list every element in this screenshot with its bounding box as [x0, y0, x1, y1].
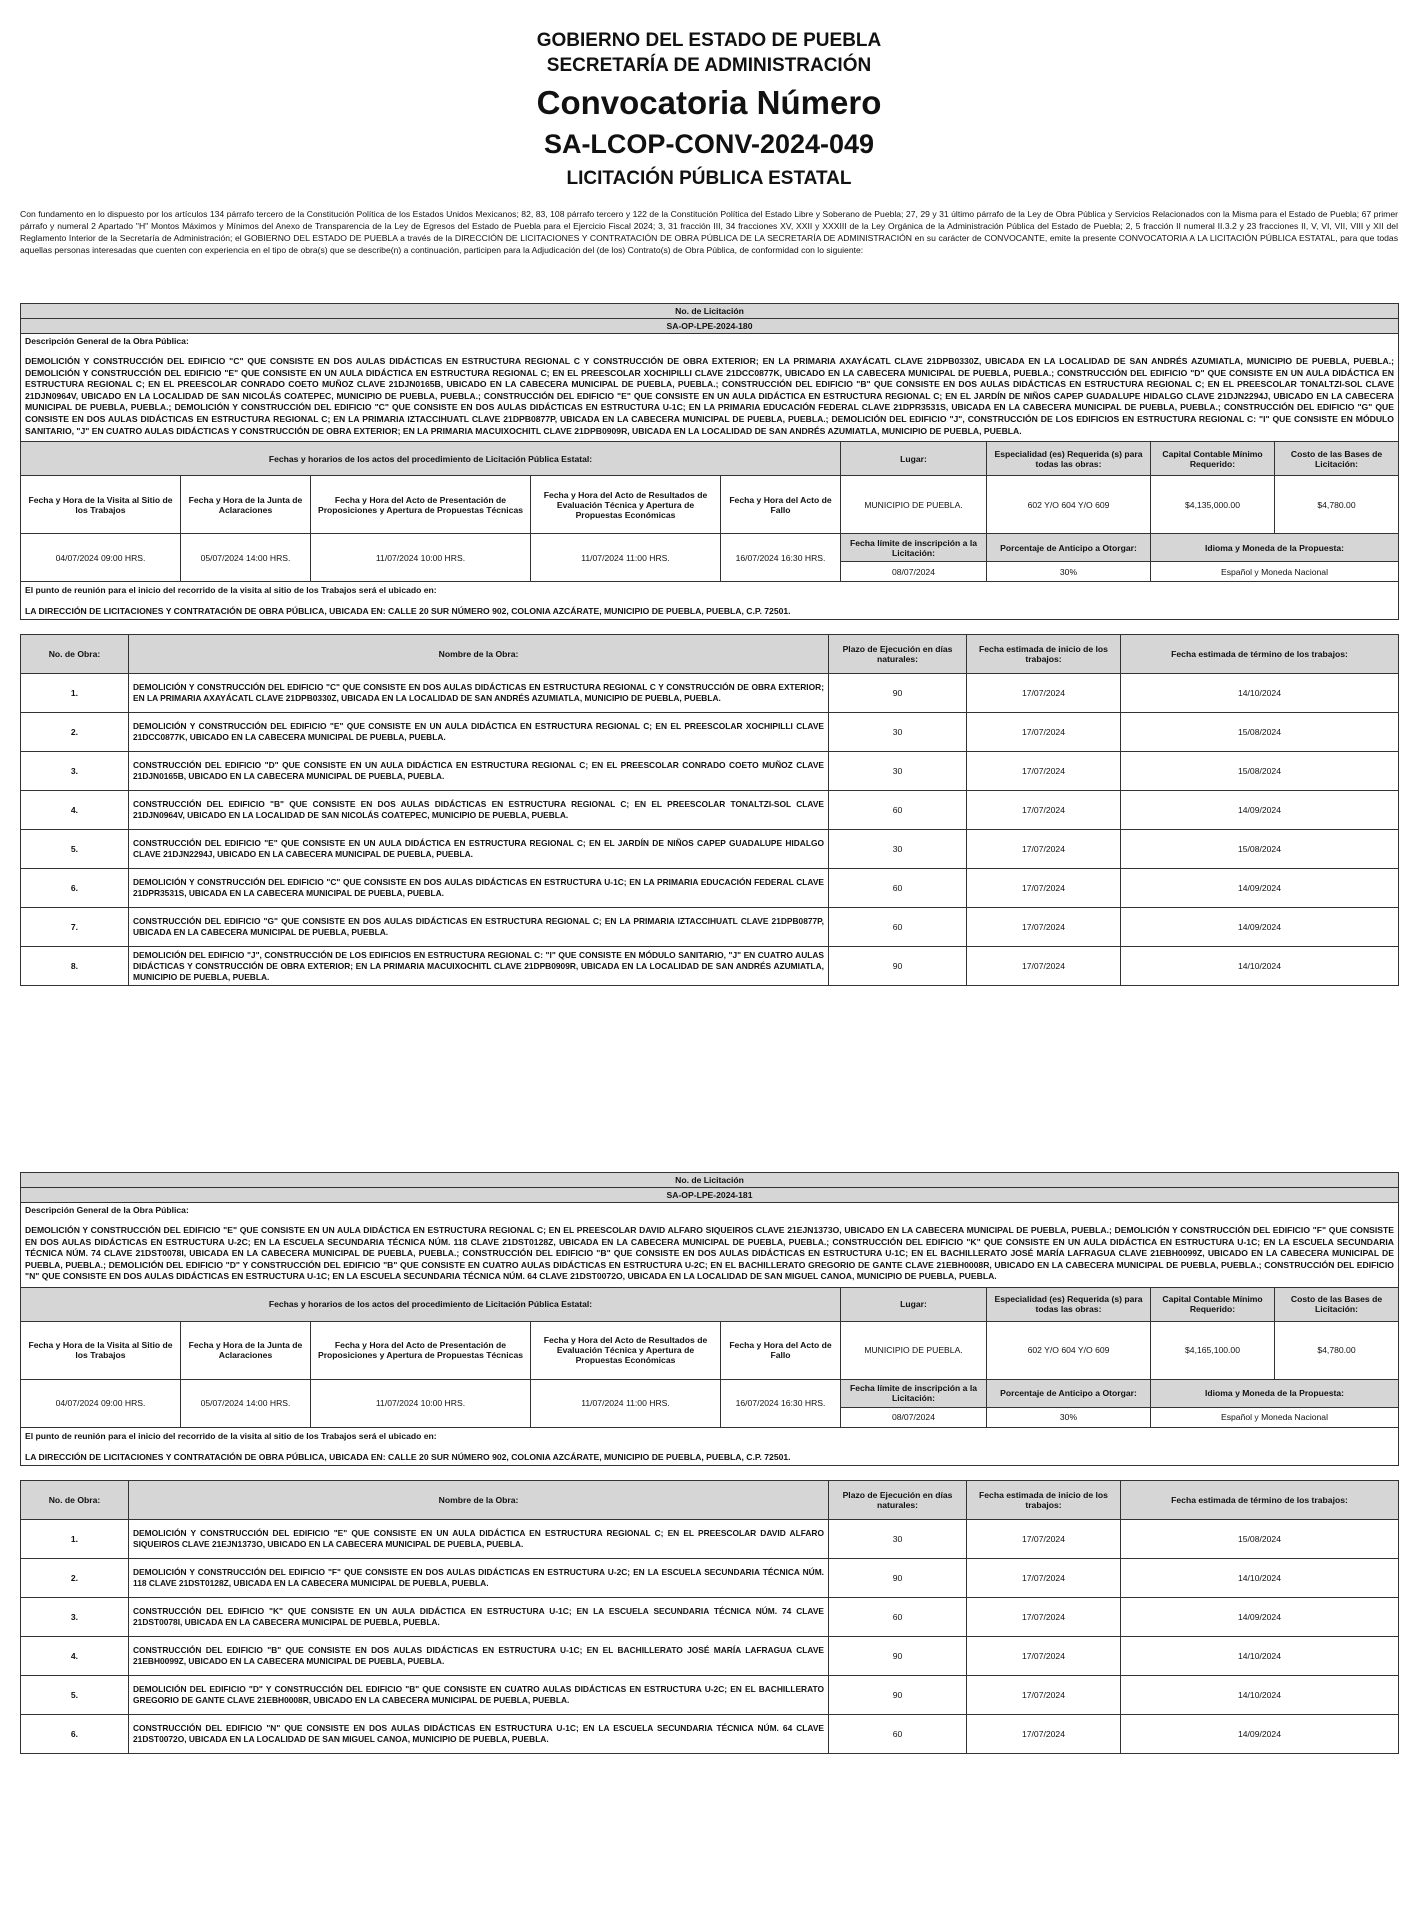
obra-number: 6. [21, 1714, 129, 1753]
resultados-value: 11/07/2024 11:00 HRS. [531, 534, 721, 582]
plazo-header: Plazo de Ejecución en días naturales: [829, 1480, 967, 1519]
obra-inicio: 17/07/2024 [967, 791, 1121, 830]
inicio-header: Fecha estimada de inicio de los trabajos: [967, 635, 1121, 674]
intro-paragraph: Con fundamento en lo dispuesto por los artículos 134 párrafo tercero de la Constitución Política de los Estados Unidos Mexicanos; 82, 83, 108 párrafo tercero y 122 de la Constitución Política del Estado Libre y Soberano de Puebla; 27, 29 y 31 último párrafo de la Ley de Obra Pública y Servicios Relacionados con la Misma para el Estado de Puebla; 67 primer párrafo y numeral 2 Apartado "H" Montos Máximos y Mínimos del Anexo de Transparencia de la Ley de Egresos del Estado de Puebla para el Ejercicio Fiscal 2024; 3, 31 fracción III, 34 fracciones XV, XXII y XXXIII de la Ley Orgánica de la Administración Pública del Estado de Puebla; 2, 5 fracción II numeral II.3.2 y 23 fracciones II, V, VI, VII, VIII y XII del Reglamento Interior de la Secretaría de Administración; el GOBIERNO DEL ESTADO DE PUEBLA a través de la DIRECCIÓN DE LICITACIONES Y CONTRATACIÓN DE OBRA PÚBLICA DE LA SECRETARÍA DE ADMINISTRACIÓN en su carácter de CONVOCANTE, emite la presente CONVOCATORIA A LA LICITACIÓN PÚBLICA ESTATAL, para que todas aquellas personas interesadas que cuenten con experiencia en el tipo de obra(s) que se describe(n) a continuación, participen para la Adjudicación del (de los) Contrato(s) de Obra Pública, de conformidad con lo siguiente: [20, 209, 1398, 255]
capital-value: $4,135,000.00 [1151, 476, 1275, 534]
obra-row [21, 1519, 1399, 1558]
licitacion-section-181 [0, 1172, 1399, 1754]
no-obra-header: No. de Obra: [21, 635, 129, 674]
obra-inicio: 17/07/2024 [967, 752, 1121, 791]
anticipo-value: 30% [987, 1407, 1151, 1427]
costo-value: $4,780.00 [1275, 1321, 1399, 1379]
presentacion-value: 11/07/2024 10:00 HRS. [311, 534, 531, 582]
obra-termino: 15/08/2024 [1121, 713, 1399, 752]
obra-name: CONSTRUCCIÓN DEL EDIFICIO "D" QUE CONSISTE EN UN AULA DIDÁCTICA EN ESTRUCTURA REGIONAL C; EN EL PREESCOLAR CONRADO COETO MUÑOZ CLAVE 21DJN0165B, UBICADO EN LA CABECERA MUNICIPAL DE PUEBLA, PUEBLA. [129, 752, 829, 791]
presentacion-label: Fecha y Hora del Acto de Presentación de Proposiciones y Apertura de Propuestas Técnicas [311, 1321, 531, 1379]
resultados-value: 11/07/2024 11:00 HRS. [531, 1379, 721, 1427]
obra-plazo: 90 [829, 1636, 967, 1675]
fechas-title: Fechas y horarios de los actos del procedimiento de Licitación Pública Estatal: [21, 442, 841, 476]
obra-termino: 14/10/2024 [1121, 1675, 1399, 1714]
convocatoria-number: SA-LCOP-CONV-2024-049 [543, 129, 875, 159]
obra-row [21, 1636, 1399, 1675]
obra-termino: 14/09/2024 [1121, 1597, 1399, 1636]
no-obra-header: No. de Obra: [21, 1480, 129, 1519]
obra-inicio: 17/07/2024 [967, 1597, 1121, 1636]
fallo-label: Fecha y Hora del Acto de Fallo [721, 1321, 841, 1379]
idioma-label: Idioma y Moneda de la Propuesta: [1151, 534, 1399, 562]
obra-name: DEMOLICIÓN Y CONSTRUCCIÓN DEL EDIFICIO "C" QUE CONSISTE EN DOS AULAS DIDÁCTICAS EN ESTRUCTURA U-1C; EN LA PRIMARIA EDUCACIÓN FEDERAL CLAVE 21DPR3531S, UBICADA EN LA CABECERA MUNICIPAL DE PUEBLA, PUEBLA. [129, 869, 829, 908]
anticipo-label: Porcentaje de Anticipo a Otorgar: [987, 534, 1151, 562]
lugar-value: MUNICIPIO DE PUEBLA. [841, 1321, 987, 1379]
obra-plazo: 30 [829, 713, 967, 752]
obra-name: DEMOLICIÓN Y CONSTRUCCIÓN DEL EDIFICIO "C" QUE CONSISTE EN DOS AULAS DIDÁCTICAS EN ESTRUCTURA REGIONAL C Y CONSTRUCCIÓN DE OBRA EXTERIOR; EN LA PRIMARIA AXAYÁCATL CLAVE 21DPB0330Z, UBICADA EN LA LOCALIDAD DE SAN ANDRÉS AZUMIATLA, MUNICIPIO DE PUEBLA, PUEBLA. [129, 674, 829, 713]
obra-row [21, 713, 1399, 752]
especialidad-value: 602 Y/O 604 Y/O 609 [987, 1321, 1151, 1379]
fallo-label: Fecha y Hora del Acto de Fallo [721, 476, 841, 534]
obra-inicio: 17/07/2024 [967, 1519, 1121, 1558]
obra-number: 4. [21, 791, 129, 830]
nombre-obra-header: Nombre de la Obra: [129, 1480, 829, 1519]
junta-label: Fecha y Hora de la Junta de Aclaraciones [181, 1321, 311, 1379]
obra-termino: 14/09/2024 [1121, 908, 1399, 947]
obra-number: 3. [21, 752, 129, 791]
obra-name: CONSTRUCCIÓN DEL EDIFICIO "B" QUE CONSISTE EN DOS AULAS DIDÁCTICAS EN ESTRUCTURA U-1C; EN EL BACHILLERATO JOSÉ MARÍA LAFRAGUA CLAVE 21EBH0099Z, UBICADO EN LA CABECERA MUNICIPAL DE PUEBLA, PUEBLA. [129, 1636, 829, 1675]
punto-reunion-label: El punto de reunión para el inicio del recorrido de la visita al sitio de los Trabajos será el ubicado en: [21, 1427, 1399, 1444]
licitacion-number-label: No. de Licitación [21, 1173, 1399, 1188]
obra-number: 1. [21, 674, 129, 713]
obra-row [21, 791, 1399, 830]
lugar-value: MUNICIPIO DE PUEBLA. [841, 476, 987, 534]
obra-row [21, 1597, 1399, 1636]
descripcion-label: Descripción General de la Obra Pública: [21, 1203, 1399, 1218]
descripcion-label: Descripción General de la Obra Pública: [21, 334, 1399, 349]
obra-number: 4. [21, 1636, 129, 1675]
obra-row [21, 1714, 1399, 1753]
idioma-value: Español y Moneda Nacional [1151, 1407, 1399, 1427]
obra-plazo: 60 [829, 869, 967, 908]
capital-label: Capital Contable Mínimo Requerido: [1151, 442, 1275, 476]
obra-plazo: 90 [829, 1558, 967, 1597]
descripcion-text: DEMOLICIÓN Y CONSTRUCCIÓN DEL EDIFICIO "E" QUE CONSISTE EN UN AULA DIDÁCTICA EN ESTRUCTURA REGIONAL C; EN EL PREESCOLAR DAVID ALFARO SIQUEIROS CLAVE 21EJN1373O, UBICADO EN LA CABECERA MUNICIPAL DE PUEBLA, PUEBLA.; DEMOLICIÓN Y CONSTRUCCIÓN DEL EDIFICIO "F" QUE CONSISTE EN DOS AULAS DIDÁCTICAS EN ESTRUCTURA U-2C; EN LA ESCUELA SECUNDARIA TÉCNICA NÚM. 118 CLAVE 21DST0128Z, UBICADA EN LA CABECERA MUNICIPAL DE PUEBLA, PUEBLA.; CONSTRUCCIÓN DEL EDIFICIO "K" QUE CONSISTE EN UN AULA DIDÁCTICA EN ESTRUCTURA U-1C; EN LA ESCUELA SECUNDARIA TÉCNICA NÚM. 74 CLAVE 21DST0078I, UBICADA EN LA CABECERA MUNICIPAL DE PUEBLA, PUEBLA.; CONSTRUCCIÓN DEL EDIFICIO "B" QUE CONSISTE EN DOS AULAS DIDÁCTICAS EN ESTRUCTURA U-1C; EN EL BACHILLERATO JOSÉ MARÍA LAFRAGUA CLAVE 21EBH0099Z, UBICADO EN LA CABECERA MUNICIPAL DE PUEBLA, PUEBLA.; DEMOLICIÓN DEL EDIFICIO "D" Y CONSTRUCCIÓN DEL EDIFICIO "B" QUE CONSISTE EN CUATRO AULAS DIDÁCTICAS EN ESTRUCTURA U-2C; EN EL BACHILLERATO GREGORIO DE GANTE CLAVE 21EBH0008R, UBICADO EN LA CABECERA MUNICIPAL DE PUEBLA, PUEBLA.; CONSTRUCCIÓN DEL EDIFICIO "N" QUE CONSISTE EN DOS AULAS DIDÁCTICAS EN ESTRUCTURA U-1C; EN LA ESCUELA SECUNDARIA TÉCNICA NÚM. 64 CLAVE 21DST0072O, UBICADA EN LA LOCALIDAD DE SAN MIGUEL CANOA, MUNICIPIO DE PUEBLA, PUEBLA. [21, 1217, 1399, 1287]
licitacion-number: SA-OP-LPE-2024-181 [21, 1188, 1399, 1203]
junta-value: 05/07/2024 14:00 HRS. [181, 1379, 311, 1427]
obra-plazo: 60 [829, 1597, 967, 1636]
resultados-label: Fecha y Hora del Acto de Resultados de Evaluación Técnica y Apertura de Propuestas Económicas [531, 1321, 721, 1379]
obra-number: 5. [21, 1675, 129, 1714]
fechas-title: Fechas y horarios de los actos del procedimiento de Licitación Pública Estatal: [21, 1287, 841, 1321]
obra-inicio: 17/07/2024 [967, 1714, 1121, 1753]
obra-inicio: 17/07/2024 [967, 830, 1121, 869]
obra-row [21, 674, 1399, 713]
obra-termino: 14/10/2024 [1121, 674, 1399, 713]
nombre-obra-header: Nombre de la Obra: [129, 635, 829, 674]
obra-name: DEMOLICIÓN Y CONSTRUCCIÓN DEL EDIFICIO "F" QUE CONSISTE EN DOS AULAS DIDÁCTICAS EN ESTRUCTURA U-2C; EN LA ESCUELA SECUNDARIA TÉCNICA NÚM. 118 CLAVE 21DST0128Z, UBICADA EN LA CABECERA MUNICIPAL DE PUEBLA, PUEBLA. [129, 1558, 829, 1597]
limite-label: Fecha límite de inscripción a la Licitación: [841, 534, 987, 562]
obra-row [21, 1675, 1399, 1714]
obra-name: DEMOLICIÓN Y CONSTRUCCIÓN DEL EDIFICIO "E" QUE CONSISTE EN UN AULA DIDÁCTICA EN ESTRUCTURA REGIONAL C; EN EL PREESCOLAR XOCHIPILLI CLAVE 21DCC0877K, UBICADO EN LA CABECERA MUNICIPAL DE PUEBLA, PUEBLA. [129, 713, 829, 752]
capital-value: $4,165,100.00 [1151, 1321, 1275, 1379]
junta-label: Fecha y Hora de la Junta de Aclaraciones [181, 476, 311, 534]
document-header [0, 0, 1418, 192]
obra-plazo: 90 [829, 947, 967, 986]
obra-plazo: 30 [829, 752, 967, 791]
visita-label: Fecha y Hora de la Visita al Sitio de los Trabajos [21, 476, 181, 534]
anticipo-value: 30% [987, 562, 1151, 582]
obra-termino: 14/09/2024 [1121, 791, 1399, 830]
obra-name: DEMOLICIÓN DEL EDIFICIO "D" Y CONSTRUCCIÓN DEL EDIFICIO "B" QUE CONSISTE EN CUATRO AULAS DIDÁCTICAS EN ESTRUCTURA U-2C; EN EL BACHILLERATO GREGORIO DE GANTE CLAVE 21EBH0008R, UBICADO EN LA CABECERA MUNICIPAL DE PUEBLA, PUEBLA. [129, 1675, 829, 1714]
licitacion-number: SA-OP-LPE-2024-180 [21, 319, 1399, 334]
obra-inicio: 17/07/2024 [967, 1675, 1121, 1714]
limite-value: 08/07/2024 [841, 1407, 987, 1427]
obra-termino: 15/08/2024 [1121, 752, 1399, 791]
obra-inicio: 17/07/2024 [967, 1636, 1121, 1675]
obra-number: 7. [21, 908, 129, 947]
presentacion-label: Fecha y Hora del Acto de Presentación de Proposiciones y Apertura de Propuestas Técnicas [311, 476, 531, 534]
obra-plazo: 60 [829, 791, 967, 830]
obra-inicio: 17/07/2024 [967, 869, 1121, 908]
obra-termino: 14/10/2024 [1121, 947, 1399, 986]
visita-value: 04/07/2024 09:00 HRS. [21, 534, 181, 582]
licitacion-info-table [20, 1172, 1399, 1466]
resultados-label: Fecha y Hora del Acto de Resultados de Evaluación Técnica y Apertura de Propuestas Económicas [531, 476, 721, 534]
obra-row [21, 752, 1399, 791]
obra-row [21, 947, 1399, 986]
obra-number: 6. [21, 869, 129, 908]
obra-termino: 15/08/2024 [1121, 830, 1399, 869]
obra-name: CONSTRUCCIÓN DEL EDIFICIO "K" QUE CONSISTE EN UN AULA DIDÁCTICA EN ESTRUCTURA U-1C; EN LA ESCUELA SECUNDARIA TÉCNICA NÚM. 74 CLAVE 21DST0078I, UBICADA EN LA CABECERA MUNICIPAL DE PUEBLA, PUEBLA. [129, 1597, 829, 1636]
obra-name: DEMOLICIÓN DEL EDIFICIO "J", CONSTRUCCIÓN DE LOS EDIFICIOS EN ESTRUCTURA REGIONAL C: "I" QUE CONSISTE EN MÓDULO SANITARIO, "J" EN CUATRO AULAS DIDÁCTICAS Y CONSTRUCCIÓN DE OBRA EXTERIOR; EN LA PRIMARIA MACUIXOCHITL CLAVE 21DPB0909R, UBICADA EN LA LOCALIDAD DE SAN ANDRÉS AZUMIATLA, MUNICIPIO DE PUEBLA, PUEBLA. [129, 947, 829, 986]
plazo-header: Plazo de Ejecución en días naturales: [829, 635, 967, 674]
junta-value: 05/07/2024 14:00 HRS. [181, 534, 311, 582]
obra-termino: 14/09/2024 [1121, 869, 1399, 908]
anticipo-label: Porcentaje de Anticipo a Otorgar: [987, 1379, 1151, 1407]
secretariat-title: SECRETARÍA DE ADMINISTRACIÓN [546, 55, 872, 76]
termino-header: Fecha estimada de término de los trabajos: [1121, 635, 1399, 674]
obra-inicio: 17/07/2024 [967, 1558, 1121, 1597]
obra-number: 5. [21, 830, 129, 869]
obra-inicio: 17/07/2024 [967, 674, 1121, 713]
limite-value: 08/07/2024 [841, 562, 987, 582]
obra-number: 2. [21, 713, 129, 752]
obra-row [21, 908, 1399, 947]
obra-inicio: 17/07/2024 [967, 713, 1121, 752]
obra-number: 3. [21, 1597, 129, 1636]
obra-inicio: 17/07/2024 [967, 947, 1121, 986]
obra-name: DEMOLICIÓN Y CONSTRUCCIÓN DEL EDIFICIO "E" QUE CONSISTE EN UN AULA DIDÁCTICA EN ESTRUCTURA REGIONAL C; EN EL PREESCOLAR DAVID ALFARO SIQUEIROS CLAVE 21EJN1373O, UBICADO EN LA CABECERA MUNICIPAL DE PUEBLA, PUEBLA. [129, 1519, 829, 1558]
licitacion-number-label: No. de Licitación [21, 304, 1399, 319]
descripcion-text: DEMOLICIÓN Y CONSTRUCCIÓN DEL EDIFICIO "C" QUE CONSISTE EN DOS AULAS DIDÁCTICAS EN ESTRUCTURA REGIONAL C Y CONSTRUCCIÓN DE OBRA EXTERIOR; EN LA PRIMARIA AXAYÁCATL CLAVE 21DPB0330Z, UBICADA EN LA LOCALIDAD DE SAN ANDRÉS AZUMIATLA, MUNICIPIO DE PUEBLA, PUEBLA.; DEMOLICIÓN Y CONSTRUCCIÓN DEL EDIFICIO "E" QUE CONSISTE EN UN AULA DIDÁCTICA EN ESTRUCTURA REGIONAL C; EN EL PREESCOLAR XOCHIPILLI CLAVE 21DCC0877K, UBICADO EN LA CABECERA MUNICIPAL DE PUEBLA, PUEBLA.; CONSTRUCCIÓN DEL EDIFICIO "D" QUE CONSISTE EN UN AULA DIDÁCTICA EN ESTRUCTURA REGIONAL C; EN EL PREESCOLAR CONRADO COETO MUÑOZ CLAVE 21DJN0165B, UBICADO EN LA CABECERA MUNICIPAL DE PUEBLA, PUEBLA.; CONSTRUCCIÓN DEL EDIFICIO "B" QUE CONSISTE EN DOS AULAS DIDÁCTICAS EN ESTRUCTURA REGIONAL C; EN EL PREESCOLAR TONALTZI-SOL CLAVE 21DJN0964V, UBICADO EN LA LOCALIDAD DE SAN NICOLÁS COATEPEC, MUNICIPIO DE PUEBLA, PUEBLA.; CONSTRUCCIÓN DEL EDIFICIO "E" QUE CONSISTE EN UN AULA DIDÁCTICA EN ESTRUCTURA REGIONAL C; EN EL JARDÍN DE NIÑOS CAPEP GUADALUPE HIDALGO CLAVE 21DJN2294J, UBICADO EN LA CABECERA MUNICIPAL DE PUEBLA, PUEBLA.; DEMOLICIÓN Y CONSTRUCCIÓN DEL EDIFICIO "C" QUE CONSISTE EN DOS AULAS DIDÁCTICAS EN ESTRUCTURA U-1C; EN LA PRIMARIA EDUCACIÓN FEDERAL CLAVE 21DPR3531S, UBICADA EN LA CABECERA MUNICIPAL DE PUEBLA, PUEBLA.; CONSTRUCCIÓN DEL EDIFICIO "G" QUE CONSISTE EN DOS AULAS DIDÁCTICAS EN ESTRUCTURA REGIONAL C; EN LA PRIMARIA IZTACCIHUATL CLAVE 21DPB0877P, UBICADA EN LA CABECERA MUNICIPAL DE PUEBLA, PUEBLA.; DEMOLICIÓN DEL EDIFICIO "J", CONSTRUCCIÓN DE LOS EDIFICIOS EN ESTRUCTURA REGIONAL C: "I" QUE CONSISTE EN MÓDULO SANITARIO, "J" EN CUATRO AULAS DIDÁCTICAS Y CONSTRUCCIÓN DE OBRA EXTERIOR; EN LA PRIMARIA MACUIXOCHITL CLAVE 21DPB0909R, UBICADA EN LA LOCALIDAD DE SAN ANDRÉS AZUMIATLA, MUNICIPIO DE PUEBLA, PUEBLA. [21, 348, 1399, 442]
limite-label: Fecha límite de inscripción a la Licitación: [841, 1379, 987, 1407]
fallo-value: 16/07/2024 16:30 HRS. [721, 1379, 841, 1427]
capital-label: Capital Contable Mínimo Requerido: [1151, 1287, 1275, 1321]
obra-termino: 15/08/2024 [1121, 1519, 1399, 1558]
obra-name: CONSTRUCCIÓN DEL EDIFICIO "E" QUE CONSISTE EN UN AULA DIDÁCTICA EN ESTRUCTURA REGIONAL C; EN EL JARDÍN DE NIÑOS CAPEP GUADALUPE HIDALGO CLAVE 21DJN2294J, UBICADO EN LA CABECERA MUNICIPAL DE PUEBLA, PUEBLA. [129, 830, 829, 869]
obras-table [20, 634, 1399, 986]
punto-reunion-label: El punto de reunión para el inicio del recorrido de la visita al sitio de los Trabajos será el ubicado en: [21, 582, 1399, 599]
obra-plazo: 30 [829, 830, 967, 869]
licitacion-type: LICITACIÓN PÚBLICA ESTATAL [566, 168, 852, 189]
especialidad-value: 602 Y/O 604 Y/O 609 [987, 476, 1151, 534]
lugar-label: Lugar: [841, 1287, 987, 1321]
costo-label: Costo de las Bases de Licitación: [1275, 1287, 1399, 1321]
visita-label: Fecha y Hora de la Visita al Sitio de los Trabajos [21, 1321, 181, 1379]
obra-inicio: 17/07/2024 [967, 908, 1121, 947]
obra-number: 2. [21, 1558, 129, 1597]
costo-value: $4,780.00 [1275, 476, 1399, 534]
obra-termino: 14/09/2024 [1121, 1714, 1399, 1753]
obra-termino: 14/10/2024 [1121, 1558, 1399, 1597]
obras-table [20, 1480, 1399, 1754]
termino-header: Fecha estimada de término de los trabajos: [1121, 1480, 1399, 1519]
costo-label: Costo de las Bases de Licitación: [1275, 442, 1399, 476]
government-title: GOBIERNO DEL ESTADO DE PUEBLA [536, 30, 882, 51]
presentacion-value: 11/07/2024 10:00 HRS. [311, 1379, 531, 1427]
obra-number: 8. [21, 947, 129, 986]
punto-reunion-value: LA DIRECCIÓN DE LICITACIONES Y CONTRATACIÓN DE OBRA PÚBLICA, UBICADA EN: CALLE 20 SUR NÚMERO 902, COLONIA AZCÁRATE, MUNICIPIO DE PUEBLA, PUEBLA, C.P. 72501. [21, 598, 1399, 620]
obra-termino: 14/10/2024 [1121, 1636, 1399, 1675]
obra-row [21, 1558, 1399, 1597]
obra-name: CONSTRUCCIÓN DEL EDIFICIO "B" QUE CONSISTE EN DOS AULAS DIDÁCTICAS EN ESTRUCTURA REGIONAL C; EN EL PREESCOLAR TONALTZI-SOL CLAVE 21DJN0964V, UBICADO EN LA LOCALIDAD DE SAN NICOLÁS COATEPEC, MUNICIPIO DE PUEBLA, PUEBLA. [129, 791, 829, 830]
obra-row [21, 830, 1399, 869]
lugar-label: Lugar: [841, 442, 987, 476]
obra-row [21, 869, 1399, 908]
obra-name: CONSTRUCCIÓN DEL EDIFICIO "N" QUE CONSISTE EN DOS AULAS DIDÁCTICAS EN ESTRUCTURA U-1C; EN LA ESCUELA SECUNDARIA TÉCNICA NÚM. 64 CLAVE 21DST0072O, UBICADA EN LA LOCALIDAD DE SAN MIGUEL CANOA, MUNICIPIO DE PUEBLA, PUEBLA. [129, 1714, 829, 1753]
especialidad-label: Especialidad (es) Requerida (s) para todas las obras: [987, 1287, 1151, 1321]
inicio-header: Fecha estimada de inicio de los trabajos: [967, 1480, 1121, 1519]
licitacion-section-180 [0, 303, 1399, 986]
idioma-value: Español y Moneda Nacional [1151, 562, 1399, 582]
licitacion-info-table [20, 303, 1399, 620]
especialidad-label: Especialidad (es) Requerida (s) para todas las obras: [987, 442, 1151, 476]
visita-value: 04/07/2024 09:00 HRS. [21, 1379, 181, 1427]
obra-number: 1. [21, 1519, 129, 1558]
obra-plazo: 30 [829, 1519, 967, 1558]
obra-plazo: 90 [829, 1675, 967, 1714]
obra-plazo: 60 [829, 908, 967, 947]
obra-plazo: 90 [829, 674, 967, 713]
idioma-label: Idioma y Moneda de la Propuesta: [1151, 1379, 1399, 1407]
punto-reunion-value: LA DIRECCIÓN DE LICITACIONES Y CONTRATACIÓN DE OBRA PÚBLICA, UBICADA EN: CALLE 20 SUR NÚMERO 902, COLONIA AZCÁRATE, MUNICIPIO DE PUEBLA, PUEBLA, C.P. 72501. [21, 1444, 1399, 1466]
fallo-value: 16/07/2024 16:30 HRS. [721, 534, 841, 582]
convocatoria-label: Convocatoria Número [536, 84, 882, 121]
obra-plazo: 60 [829, 1714, 967, 1753]
obra-name: CONSTRUCCIÓN DEL EDIFICIO "G" QUE CONSISTE EN DOS AULAS DIDÁCTICAS EN ESTRUCTURA REGIONAL C; EN LA PRIMARIA IZTACCIHUATL CLAVE 21DPB0877P, UBICADA EN LA CABECERA MUNICIPAL DE PUEBLA, PUEBLA. [129, 908, 829, 947]
